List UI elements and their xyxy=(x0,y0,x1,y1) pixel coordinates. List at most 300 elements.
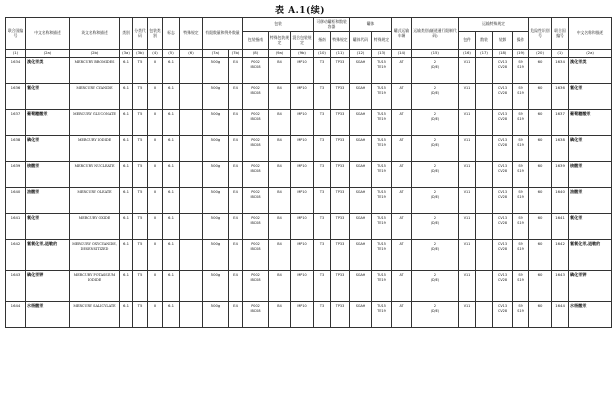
table-row xyxy=(6,162,612,188)
cell-transport-cat xyxy=(412,84,459,110)
tank-code: SGAH xyxy=(355,164,366,168)
cell-ts-package xyxy=(459,136,476,162)
tank-special-te: TE19 xyxy=(377,220,386,225)
cell-pkg-special xyxy=(269,214,291,240)
cell-un-no-2 xyxy=(552,188,569,214)
cell-class xyxy=(120,214,133,240)
packing-group: Ⅱ xyxy=(154,189,156,194)
cn-name: 水杨酸汞 xyxy=(27,303,44,308)
pkg-instruction-ibc: IBC08 xyxy=(250,308,261,313)
pkg-instruction-ibc: IBC08 xyxy=(250,168,261,173)
cell-cn-name-2 xyxy=(569,188,612,214)
ts-loading-2: CV28 xyxy=(498,308,508,313)
hdr-ts-loading: 装卸 xyxy=(493,32,513,50)
un-number: 1639 xyxy=(10,163,21,168)
cell-pkg-group xyxy=(148,240,163,271)
tank-special-te: TE19 xyxy=(377,142,386,147)
cell-portable-special xyxy=(331,84,350,110)
cell-ts-package xyxy=(459,271,476,302)
ts-operation-2: S19 xyxy=(517,194,524,199)
cell-ts-package xyxy=(459,84,476,110)
ts-operation-1: S9 xyxy=(518,86,523,90)
ts-loading-2: CV28 xyxy=(498,194,508,199)
un-number: 1640 xyxy=(10,189,21,194)
hazard-id: 60 xyxy=(537,272,543,277)
ts-package: V11 xyxy=(463,138,471,142)
cell-pkg-special xyxy=(269,240,291,271)
cell-ts-loading xyxy=(493,58,513,84)
mixed-packing: MP10 xyxy=(297,60,307,64)
tank-special-te: TE19 xyxy=(377,168,386,173)
ts-loading-2: CV28 xyxy=(498,90,508,95)
cell-vehicle xyxy=(392,214,412,240)
cell-vehicle xyxy=(392,84,412,110)
limited-quantity: 500g xyxy=(210,163,221,168)
column-number: (4) xyxy=(148,50,163,58)
hdr-class: 类别 xyxy=(120,18,133,50)
un-number-repeat: 1644 xyxy=(555,303,565,308)
cell-class xyxy=(120,271,133,302)
mixed-packing: MP10 xyxy=(297,190,307,194)
en-name: MERCURY CYANIDE xyxy=(76,86,113,90)
hazard-id: 60 xyxy=(537,215,543,220)
cell-tank-code xyxy=(350,162,372,188)
un-number: 1643 xyxy=(10,272,21,277)
hdr-un-no-2: 联合国编号 xyxy=(552,18,569,50)
cell-hazard-id xyxy=(529,302,552,328)
cell-un-no-2 xyxy=(552,214,569,240)
hdr-ts-package: 包件 xyxy=(459,32,476,50)
transport-category: 2 xyxy=(433,164,437,168)
portable-instruction: T3 xyxy=(319,60,325,64)
hdr-hazard-id: 危险性识别号 xyxy=(529,18,552,50)
column-number: (7a) xyxy=(203,50,229,58)
cell-ts-loading xyxy=(493,162,513,188)
excepted-quantity: E4 xyxy=(233,137,238,142)
cell-special xyxy=(180,188,203,214)
hdr-pkg-instr: 包装指南 xyxy=(243,32,269,50)
cell-limited-qty xyxy=(203,110,229,136)
cell-tank-code xyxy=(350,214,372,240)
tank-special-tu: TU15 xyxy=(377,304,386,308)
class: 6.1 xyxy=(122,85,130,90)
column-number: (8) xyxy=(243,50,269,58)
cn-name: 氧化汞 xyxy=(27,215,40,220)
column-number: (5) xyxy=(163,50,180,58)
dangerous-goods-table xyxy=(5,17,612,328)
excepted-quantity: E4 xyxy=(233,303,238,308)
column-number: (2a) xyxy=(569,50,612,58)
cell-cn-name xyxy=(26,271,70,302)
cell-pkg-instr xyxy=(243,58,269,84)
hazard-id: 60 xyxy=(537,111,543,116)
ts-operation-2: S19 xyxy=(517,308,524,313)
hdr-ts-bulk: 散装 xyxy=(476,32,493,50)
ts-package: V11 xyxy=(463,164,471,168)
cell-vehicle xyxy=(392,136,412,162)
pkg-instruction: P002 xyxy=(251,242,260,246)
un-number-repeat: 1636 xyxy=(555,85,565,90)
portable-special: TP33 xyxy=(335,112,345,116)
cell-portable-instr xyxy=(314,188,331,214)
mixed-packing: MP10 xyxy=(297,216,307,220)
ts-operation-1: S9 xyxy=(518,273,523,277)
cell-ts-package xyxy=(459,162,476,188)
cell-ts-package xyxy=(459,110,476,136)
cell-class-code xyxy=(133,302,148,328)
hazard-id: 60 xyxy=(537,303,543,308)
tank-special-te: TE19 xyxy=(377,277,386,282)
pkg-instruction: P002 xyxy=(251,112,260,116)
pkg-instruction-ibc: IBC08 xyxy=(250,246,261,251)
hazard-id: 60 xyxy=(537,137,543,142)
pkg-special-b: B4 xyxy=(277,190,282,194)
transport-category: 2 xyxy=(433,242,437,246)
ts-loading-2: CV28 xyxy=(498,116,508,121)
pkg-special-b: B4 xyxy=(277,112,282,116)
packing-group: Ⅱ xyxy=(154,272,156,277)
cell-tank-code xyxy=(350,188,372,214)
excepted-quantity: E4 xyxy=(233,241,238,246)
cell-pkg-special xyxy=(269,271,291,302)
cell-portable-special xyxy=(331,302,350,328)
column-number: (16) xyxy=(459,50,476,58)
class-code: T5 xyxy=(137,303,143,308)
cell-special xyxy=(180,162,203,188)
pkg-special-b: B4 xyxy=(277,86,282,90)
cell-cn-name xyxy=(26,110,70,136)
cell-tank-special xyxy=(372,240,392,271)
pkg-special-b: B4 xyxy=(277,273,282,277)
pkg-instruction: P002 xyxy=(251,138,260,142)
limited-quantity: 500g xyxy=(210,272,221,277)
cell-portable-special xyxy=(331,271,350,302)
column-number: (9b) xyxy=(291,50,314,58)
cell-un-no-2 xyxy=(552,240,569,271)
cn-name: 碘化汞钾 xyxy=(27,272,44,277)
un-number-repeat: 1637 xyxy=(555,111,565,116)
pkg-special-b: B4 xyxy=(277,164,282,168)
column-number: (12) xyxy=(350,50,372,58)
class-code: T5 xyxy=(137,85,143,90)
limited-quantity: 500g xyxy=(210,85,221,90)
table-row xyxy=(6,84,612,110)
class-code: T5 xyxy=(137,163,143,168)
ts-package: V11 xyxy=(463,242,471,246)
un-number-repeat: 1641 xyxy=(555,215,565,220)
tank-special-te: TE19 xyxy=(377,116,386,121)
hdr-class-code: 分类代码 xyxy=(133,18,148,50)
pkg-instruction-ibc: IBC08 xyxy=(250,194,261,199)
cell-un-no-2 xyxy=(552,302,569,328)
table-row xyxy=(6,188,612,214)
cell-en-name xyxy=(70,110,120,136)
cell-portable-special xyxy=(331,58,350,84)
hazard-id: 60 xyxy=(537,85,543,90)
portable-instruction: T3 xyxy=(319,304,325,308)
label: 6.1 xyxy=(167,241,175,246)
limited-quantity: 500g xyxy=(210,137,221,142)
pkg-instruction: P002 xyxy=(251,86,260,90)
cell-tank-special xyxy=(372,214,392,240)
class-code: T5 xyxy=(137,111,143,116)
cell-hazard-id xyxy=(529,162,552,188)
cell-tank-code xyxy=(350,302,372,328)
cell-ts-operation xyxy=(513,214,529,240)
cell-transport-cat xyxy=(412,302,459,328)
ts-package: V11 xyxy=(463,60,471,64)
en-name: MERCURY POTASSIUM IODIDE xyxy=(73,273,116,282)
cell-tank-special xyxy=(372,188,392,214)
cell-excepted-qty xyxy=(229,110,243,136)
cell-un-no xyxy=(6,136,26,162)
cell-portable-special xyxy=(331,136,350,162)
portable-special: TP33 xyxy=(335,164,345,168)
cell-un-no xyxy=(6,188,26,214)
portable-special: TP33 xyxy=(335,60,345,64)
column-number-row xyxy=(6,50,612,58)
hazard-id: 60 xyxy=(537,189,543,194)
cell-class xyxy=(120,302,133,328)
cell-un-no-2 xyxy=(552,136,569,162)
cn-name-repeat: 核酸汞 xyxy=(570,163,583,168)
pkg-instruction-ibc: IBC08 xyxy=(250,142,261,147)
cell-cn-name-2 xyxy=(569,162,612,188)
ts-operation-1: S9 xyxy=(518,190,523,194)
cell-labels xyxy=(163,271,180,302)
portable-special: TP33 xyxy=(335,190,345,194)
tank-code: SGAH xyxy=(355,138,366,142)
hdr-tank-special: 特殊规定 xyxy=(372,32,392,50)
cell-pkg-group xyxy=(148,136,163,162)
cell-vehicle xyxy=(392,58,412,84)
table-row xyxy=(6,110,612,136)
cell-tank-special xyxy=(372,302,392,328)
cell-cn-name xyxy=(26,58,70,84)
ts-operation-2: S19 xyxy=(517,246,524,251)
cell-tank-special xyxy=(372,162,392,188)
cell-special xyxy=(180,302,203,328)
en-name: MERCURY IODIDE xyxy=(77,138,112,142)
class: 6.1 xyxy=(122,215,130,220)
ts-loading-1: CV13 xyxy=(498,86,508,90)
cell-ts-loading xyxy=(493,110,513,136)
label: 6.1 xyxy=(167,85,175,90)
cell-excepted-qty xyxy=(229,240,243,271)
portable-special: TP33 xyxy=(335,138,345,142)
mixed-packing: MP10 xyxy=(297,304,307,308)
cell-pkg-group xyxy=(148,271,163,302)
en-name: MERCURY SALICYLATE xyxy=(73,304,116,308)
cell-special xyxy=(180,271,203,302)
ts-operation-2: S19 xyxy=(517,277,524,282)
cell-excepted-qty xyxy=(229,58,243,84)
cell-class xyxy=(120,110,133,136)
cell-tank-code xyxy=(350,271,372,302)
ts-loading-1: CV13 xyxy=(498,304,508,308)
un-number: 1634 xyxy=(10,59,21,64)
label: 6.1 xyxy=(167,111,175,116)
column-number: (11) xyxy=(331,50,350,58)
class-code: T5 xyxy=(137,215,143,220)
limited-quantity: 500g xyxy=(210,59,221,64)
tank-special-tu: TU15 xyxy=(377,216,386,220)
ts-package: V11 xyxy=(463,273,471,277)
cn-name-repeat: 溴化汞类 xyxy=(570,59,587,64)
cell-tank-code xyxy=(350,84,372,110)
ts-operation-2: S19 xyxy=(517,168,524,173)
pkg-instruction: P002 xyxy=(251,164,260,168)
ts-operation-2: S19 xyxy=(517,142,524,147)
cell-transport-cat xyxy=(412,188,459,214)
cell-cn-name xyxy=(26,188,70,214)
packing-group: Ⅱ xyxy=(154,303,156,308)
cell-mixed xyxy=(291,136,314,162)
cell-ts-package xyxy=(459,240,476,271)
cell-ts-loading xyxy=(493,214,513,240)
cell-special xyxy=(180,240,203,271)
cell-class xyxy=(120,188,133,214)
cell-portable-special xyxy=(331,110,350,136)
hazard-id: 60 xyxy=(537,59,543,64)
cell-labels xyxy=(163,58,180,84)
label: 6.1 xyxy=(167,215,175,220)
hdr-cn-name-2: 中文名称和描述 xyxy=(569,18,612,50)
ts-loading-2: CV28 xyxy=(498,168,508,173)
class: 6.1 xyxy=(122,272,130,277)
excepted-quantity: E4 xyxy=(233,163,238,168)
un-number-repeat: 1634 xyxy=(555,59,565,64)
tank-special-tu: TU15 xyxy=(377,242,386,246)
vehicle: AT xyxy=(399,86,404,90)
cell-cn-name xyxy=(26,84,70,110)
cell-class-code xyxy=(133,136,148,162)
cn-name: 葡萄糖酸汞 xyxy=(27,111,48,116)
cell-ts-operation xyxy=(513,84,529,110)
cell-ts-package xyxy=(459,188,476,214)
cell-un-no xyxy=(6,214,26,240)
ts-package: V11 xyxy=(463,304,471,308)
cell-ts-package xyxy=(459,58,476,84)
cell-pkg-group xyxy=(148,162,163,188)
ts-package: V11 xyxy=(463,112,471,116)
cell-ts-bulk xyxy=(476,188,493,214)
cell-class-code xyxy=(133,110,148,136)
pkg-instruction: P002 xyxy=(251,190,260,194)
cell-en-name xyxy=(70,84,120,110)
column-number: (15) xyxy=(412,50,459,58)
cell-cn-name xyxy=(26,214,70,240)
un-number-repeat: 1642 xyxy=(555,241,565,246)
pkg-instruction-ibc: IBC08 xyxy=(250,64,261,69)
hdr-un-no: 联合国编号 xyxy=(6,18,26,50)
mixed-packing: MP10 xyxy=(297,112,307,116)
cell-cn-name-2 xyxy=(569,240,612,271)
cell-ts-loading xyxy=(493,302,513,328)
cell-pkg-group xyxy=(148,214,163,240)
cell-special xyxy=(180,214,203,240)
portable-special: TP33 xyxy=(335,86,345,90)
cell-en-name xyxy=(70,302,120,328)
cell-special xyxy=(180,58,203,84)
ts-loading-1: CV13 xyxy=(498,138,508,142)
cell-mixed xyxy=(291,271,314,302)
cell-labels xyxy=(163,162,180,188)
hdr-tank: 罐体 xyxy=(350,18,392,32)
en-name: MERCURY OXIDE xyxy=(78,216,111,220)
cell-ts-loading xyxy=(493,188,513,214)
cn-name-repeat: 碘化汞钾 xyxy=(570,272,587,277)
cell-portable-instr xyxy=(314,162,331,188)
column-number: (2a) xyxy=(26,50,70,58)
packing-group: Ⅱ xyxy=(154,241,156,246)
excepted-quantity: E4 xyxy=(233,272,238,277)
class: 6.1 xyxy=(122,303,130,308)
ts-loading-1: CV13 xyxy=(498,190,508,194)
cell-tank-code xyxy=(350,58,372,84)
cell-ts-operation xyxy=(513,188,529,214)
table-row xyxy=(6,214,612,240)
cell-class xyxy=(120,162,133,188)
portable-instruction: T3 xyxy=(319,216,325,220)
cn-name: 油酸汞 xyxy=(27,189,40,194)
cell-pkg-instr xyxy=(243,136,269,162)
cell-class xyxy=(120,84,133,110)
cn-name: 氰氧化汞,退敏的 xyxy=(27,241,58,246)
cell-pkg-special xyxy=(269,188,291,214)
packing-group: Ⅱ xyxy=(154,85,156,90)
cell-mixed xyxy=(291,240,314,271)
en-name: MERCURY GLUCONATE xyxy=(73,112,116,116)
ts-loading-2: CV28 xyxy=(498,220,508,225)
transport-category: 2 xyxy=(433,60,437,64)
cell-portable-instr xyxy=(314,214,331,240)
vehicle: AT xyxy=(399,190,404,194)
tank-special-te: TE19 xyxy=(377,64,386,69)
hdr-vehicle: 罐式运输车辆 xyxy=(392,18,412,50)
packing-group: Ⅱ xyxy=(154,111,156,116)
cell-pkg-group xyxy=(148,58,163,84)
cell-portable-special xyxy=(331,240,350,271)
pkg-special-b: B4 xyxy=(277,216,282,220)
cell-ts-bulk xyxy=(476,136,493,162)
ts-operation-1: S9 xyxy=(518,164,523,168)
cell-un-no xyxy=(6,271,26,302)
cell-ts-loading xyxy=(493,84,513,110)
class: 6.1 xyxy=(122,111,130,116)
class: 6.1 xyxy=(122,163,130,168)
hdr-special: 特殊规定 xyxy=(180,18,203,50)
cell-pkg-special xyxy=(269,110,291,136)
cell-tank-code xyxy=(350,110,372,136)
cell-tank-code xyxy=(350,240,372,271)
cn-name-repeat: 氰氧化汞,退敏的 xyxy=(570,241,601,246)
cell-un-no-2 xyxy=(552,84,569,110)
cell-hazard-id xyxy=(529,240,552,271)
tunnel-code: (D/E) xyxy=(430,277,440,282)
cell-transport-cat xyxy=(412,240,459,271)
cell-mixed xyxy=(291,84,314,110)
cell-portable-instr xyxy=(314,58,331,84)
cell-pkg-instr xyxy=(243,302,269,328)
cell-pkg-group xyxy=(148,84,163,110)
ts-loading-2: CV28 xyxy=(498,246,508,251)
cell-portable-special xyxy=(331,214,350,240)
column-number: (18) xyxy=(493,50,513,58)
vehicle: AT xyxy=(399,242,404,246)
ts-operation-1: S9 xyxy=(518,60,523,64)
un-number-repeat: 1638 xyxy=(555,137,565,142)
